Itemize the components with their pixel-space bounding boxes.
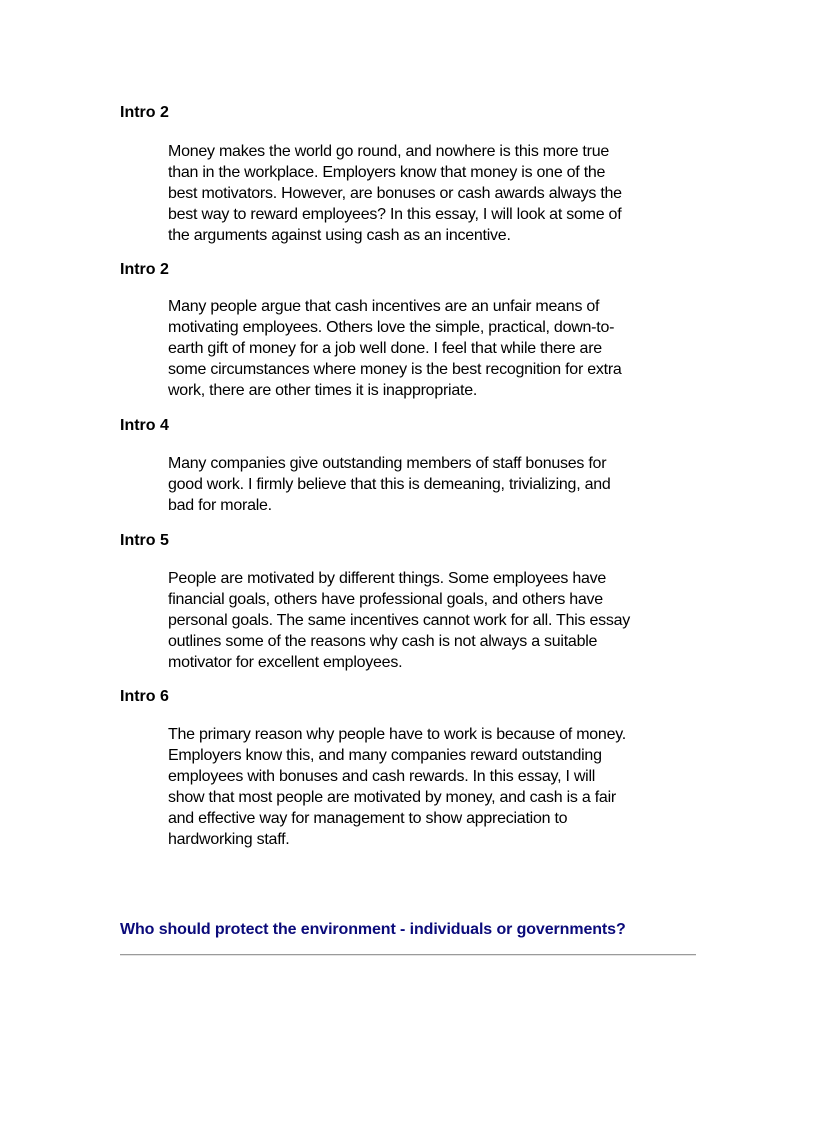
section-paragraph: [168, 141, 658, 246]
paragraph-line: Money makes the world go round, and nowhere is this more true: [168, 143, 609, 160]
paragraph-line: best way to reward employees? In this essay, I will look at some of: [168, 206, 622, 223]
paragraph-line: than in the workplace. Employers know that money is one of the: [168, 164, 606, 181]
paragraph-line: outlines some of the reasons why cash is not always a suitable: [168, 633, 598, 650]
section-heading: Intro 2: [120, 104, 169, 121]
next-topic-title: Who should protect the environment - individuals or governments?: [120, 921, 626, 938]
section-paragraph: [168, 453, 658, 516]
section-paragraph: [168, 568, 658, 673]
paragraph-line: show that most people are motivated by money, and cash is a fair: [168, 789, 616, 806]
paragraph-line: bad for morale.: [168, 497, 272, 514]
paragraph-line: Employers know this, and many companies reward outstanding: [168, 747, 602, 764]
section-paragraph: [168, 296, 658, 401]
paragraph-line: People are motivated by different things. Some employees have: [168, 570, 607, 587]
paragraph-line: employees with bonuses and cash rewards. In this essay, I will: [168, 768, 596, 785]
paragraph-line: the arguments against using cash as an incentive.: [168, 227, 511, 244]
section-heading: Intro 5: [120, 532, 169, 549]
paragraph-line: best motivators. However, are bonuses or cash awards always the: [168, 185, 622, 202]
section-paragraph: [168, 724, 658, 850]
paragraph-line: Many companies give outstanding members of staff bonuses for: [168, 455, 607, 472]
section-heading: Intro 6: [120, 688, 169, 705]
paragraph-line: motivator for excellent employees.: [168, 654, 403, 671]
paragraph-line: motivating employees. Others love the simple, practical, down-to-: [168, 319, 615, 336]
horizontal-divider: [120, 954, 696, 956]
paragraph-line: some circumstances where money is the best recognition for extra: [168, 361, 622, 378]
paragraph-line: The primary reason why people have to work is because of money.: [168, 726, 626, 743]
paragraph-line: financial goals, others have professional goals, and others have: [168, 591, 603, 608]
paragraph-line: Many people argue that cash incentives are an unfair means of: [168, 298, 600, 315]
paragraph-line: and effective way for management to show appreciation to: [168, 810, 568, 827]
section-heading: Intro 2: [120, 261, 169, 278]
section-heading: Intro 4: [120, 417, 169, 434]
paragraph-line: personal goals. The same incentives cannot work for all. This essay: [168, 612, 631, 629]
paragraph-line: hardworking staff.: [168, 831, 290, 848]
paragraph-line: work, there are other times it is inappropriate.: [168, 382, 478, 399]
paragraph-line: good work. I firmly believe that this is demeaning, trivializing, and: [168, 476, 611, 493]
paragraph-line: earth gift of money for a job well done. I feel that while there are: [168, 340, 602, 357]
